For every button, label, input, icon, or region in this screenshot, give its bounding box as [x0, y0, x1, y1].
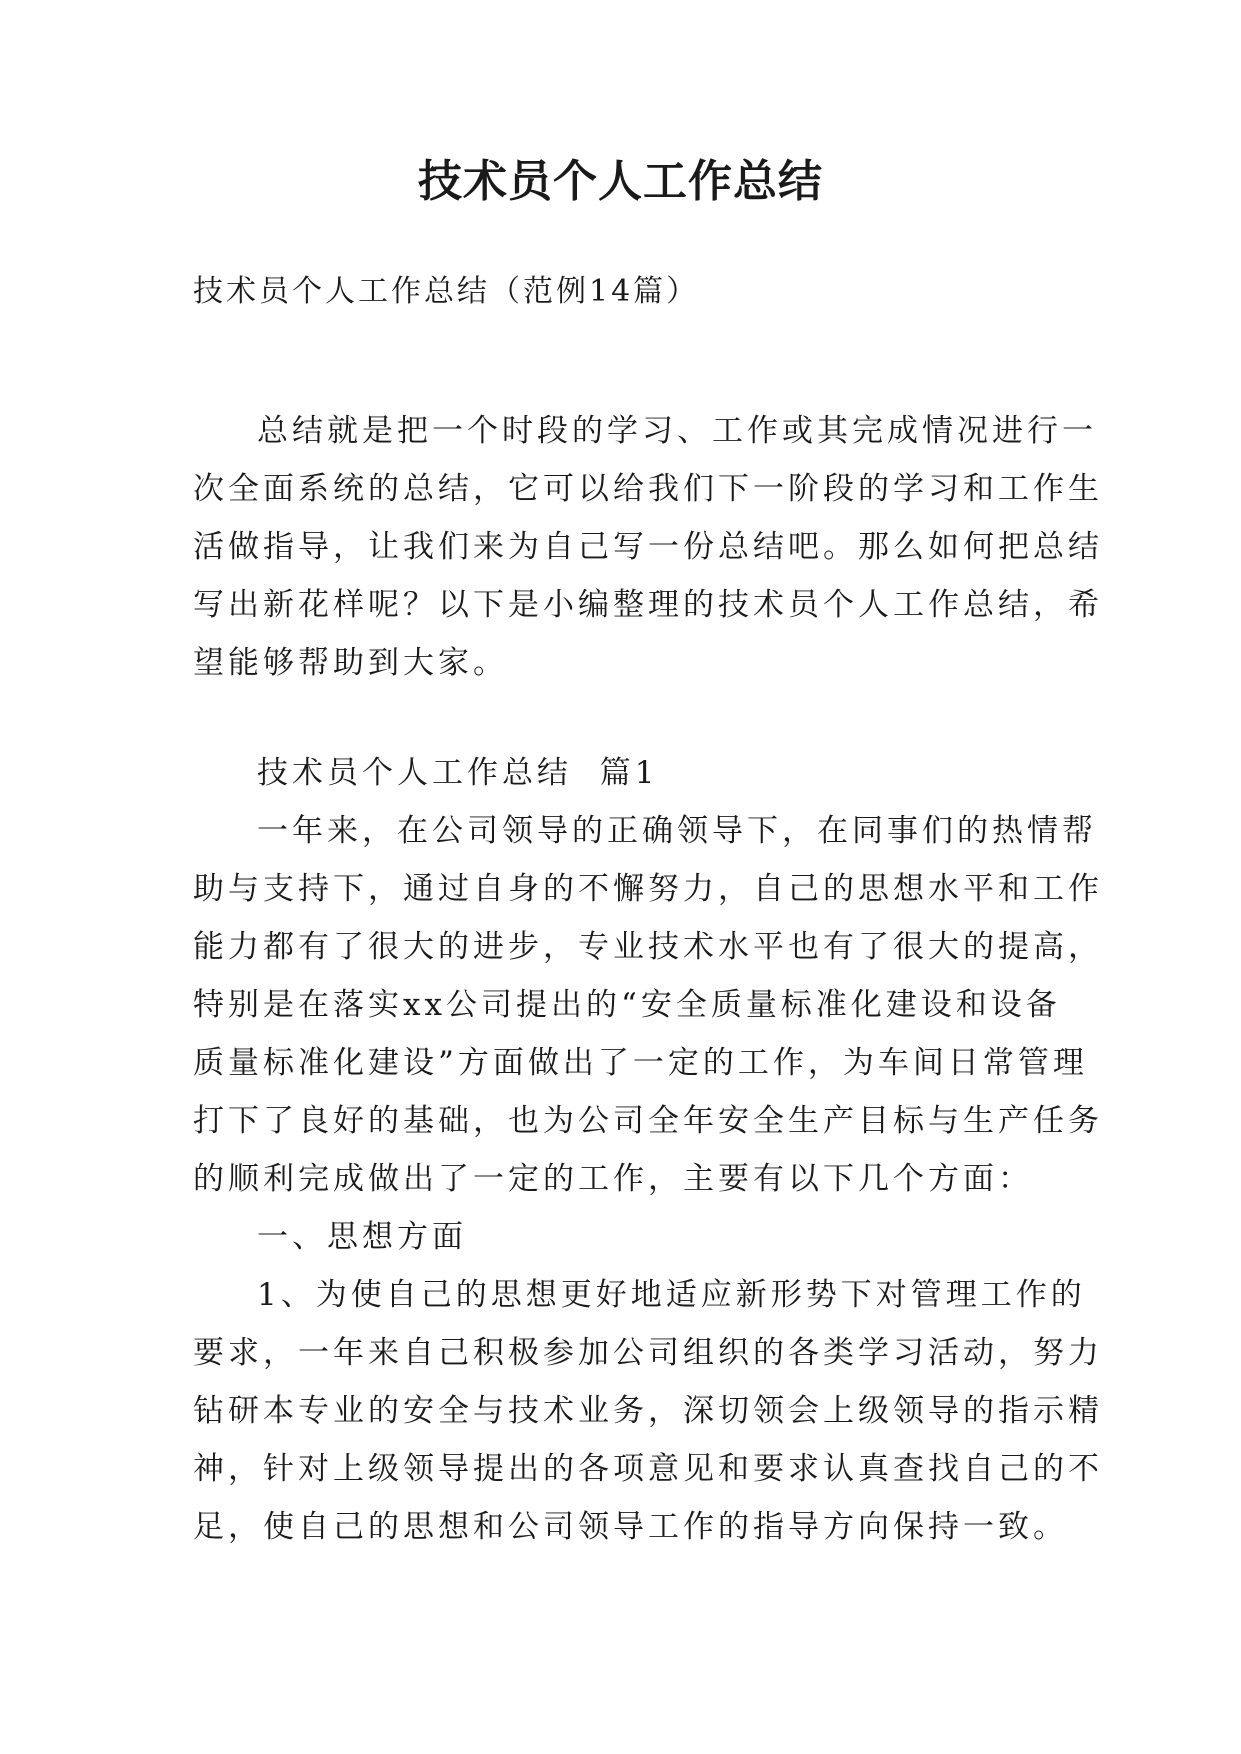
section-1	[193, 744, 1103, 1556]
body-line: 特别是在落实xx公司提出的“安全质量标准化建设和设备	[193, 987, 1061, 1023]
subheading: 一、思想方面	[257, 1219, 467, 1255]
body-line: 要求，一年来自己积极参加公司组织的各类学习活动，努力	[193, 1335, 1103, 1371]
body-line: 能力都有了很大的进步，专业技术水平也有了很大的提高，	[193, 929, 1103, 965]
body-line: 打下了良好的基础，也为公司全年安全生产目标与生产任务	[193, 1103, 1103, 1139]
intro-line: 总结就是把一个时段的学习、工作或其完成情况进行一	[257, 413, 1097, 449]
intro-paragraph	[193, 402, 1103, 692]
body-line: 的顺利完成做出了一定的工作，主要有以下几个方面：	[193, 1161, 1033, 1197]
body-line: 一年来，在公司领导的正确领导下，在同事们的热情帮	[257, 813, 1097, 849]
body-line: 1、为使自己的思想更好地适应新形势下对管理工作的	[257, 1277, 1086, 1313]
body-line: 助与支持下，通过自身的不懈努力，自己的思想水平和工作	[193, 871, 1103, 907]
section-heading: 技术员个人工作总结 篇1	[257, 755, 659, 791]
body-line: 质量标准化建设”方面做出了一定的工作，为车间日常管理	[193, 1045, 1088, 1081]
document-subtitle: 技术员个人工作总结（范例14篇）	[193, 274, 700, 309]
body-line: 神，针对上级领导提出的各项意见和要求认真查找自己的不	[193, 1451, 1103, 1487]
intro-line: 写出新花样呢？以下是小编整理的技术员个人工作总结，希	[193, 587, 1103, 623]
body-line: 钻研本专业的安全与技术业务，深切领会上级领导的指示精	[193, 1393, 1103, 1429]
intro-line: 望能够帮助到大家。	[193, 645, 508, 681]
document-title: 技术员个人工作总结	[418, 156, 823, 207]
intro-line: 活做指导，让我们来为自己写一份总结吧。那么如何把总结	[193, 529, 1103, 565]
intro-line: 次全面系统的总结，它可以给我们下一阶段的学习和工作生	[193, 471, 1103, 507]
body-line: 足，使自己的思想和公司领导工作的指导方向保持一致。	[193, 1509, 1068, 1545]
